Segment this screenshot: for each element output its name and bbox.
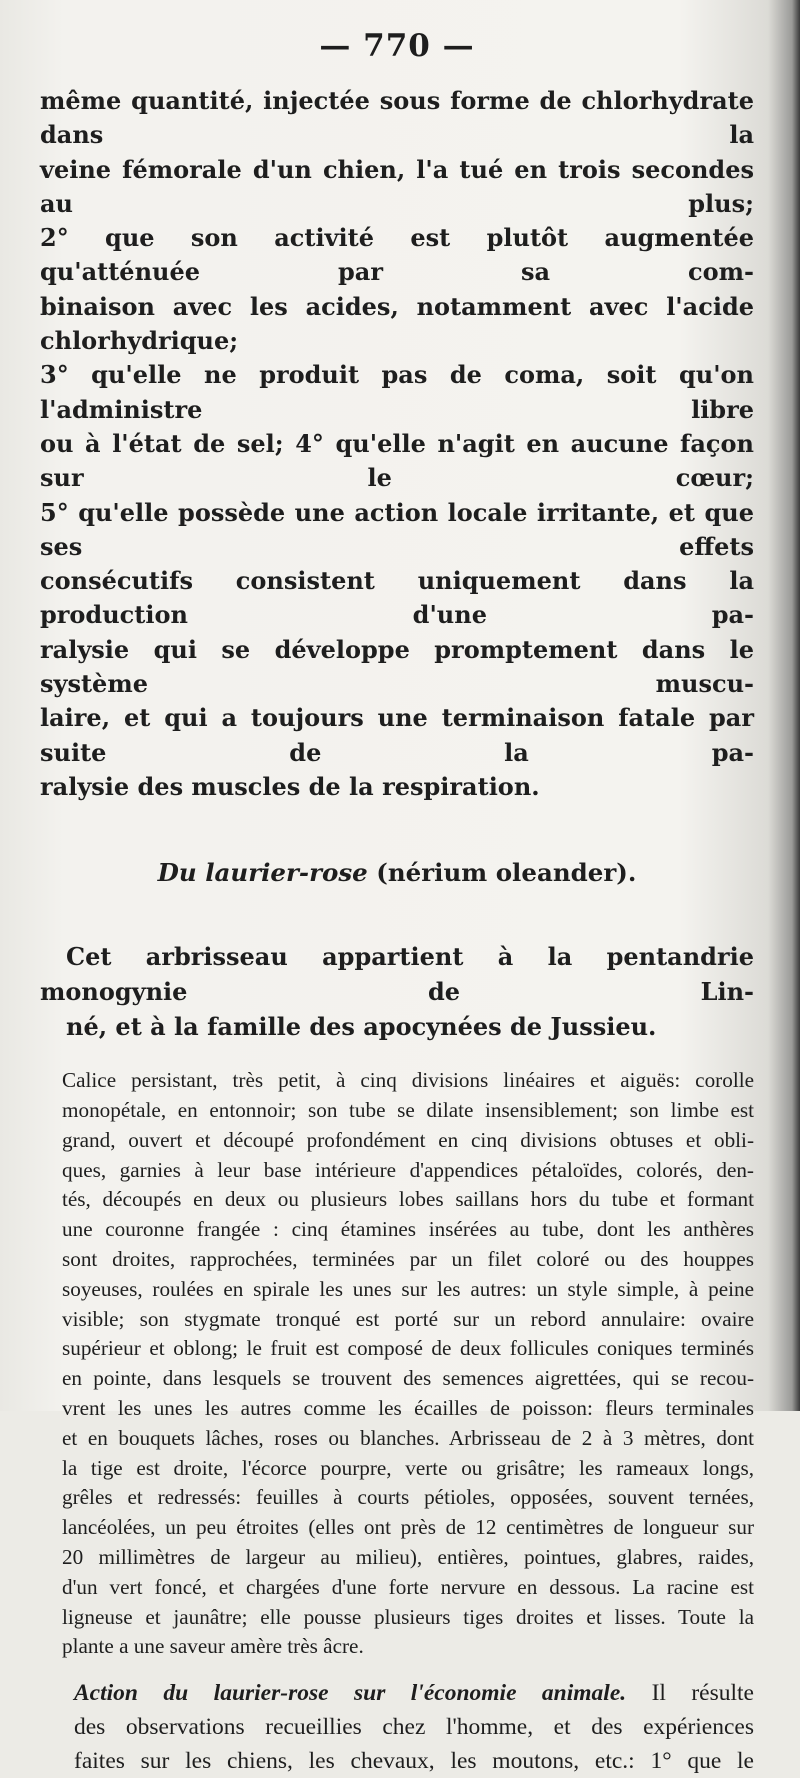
text-line: ques, garnies à leur base intérieure d'appendices pétaloïdes, colorés, den- bbox=[62, 1157, 754, 1182]
text-line: et en bouquets lâches, roses ou blanches. Arbrisseau de 2 à 3 mètres, dont bbox=[62, 1425, 754, 1450]
text-line: 5° qu'elle possède une action locale irritante, et que ses effets bbox=[40, 497, 754, 561]
text-line: lancéolées, un peu étroites (elles ont près de 12 centimètres de longueur sur bbox=[62, 1515, 754, 1540]
text-line: grêles et redressés: feuilles à courts pétioles, opposées, souvent ternées, bbox=[62, 1485, 754, 1510]
text-line bbox=[40, 1676, 754, 1710]
text-line: même quantité, injectée sous forme de chlorhydrate dans la bbox=[40, 86, 754, 150]
paragraph-intro bbox=[40, 939, 754, 1044]
page-number: — 770 — bbox=[319, 28, 475, 64]
text-line: plante a une saveur amère très âcre. bbox=[62, 1634, 364, 1659]
section-title-rest: (nérium oleander). bbox=[376, 858, 637, 888]
text-line: 20 millimètres de largeur au milieu), entières, pointues, glabres, raides, bbox=[62, 1544, 754, 1569]
text-line: Cet arbrisseau appartient à la pentandrie monogynie de Lin- bbox=[40, 942, 754, 1007]
text-line: Calice persistant, très petit, à cinq divisions linéaires et aiguës: corolle bbox=[62, 1068, 754, 1093]
text-line: consécutifs consistent uniquement dans la production d'une pa- bbox=[40, 566, 754, 630]
action-line-tail: Il résulte bbox=[626, 1680, 754, 1707]
section-title-italic: Du laurier-rose bbox=[157, 858, 368, 888]
text-line: ralysie des muscles de la respiration. bbox=[40, 771, 540, 801]
text-line: d'un vert foncé, et chargées d'une forte nervure en dessous. La racine est bbox=[62, 1574, 754, 1599]
text-line: laire, et qui a toujours une terminaison fatale par suite de la pa- bbox=[40, 703, 754, 767]
text-line: né, et à la famille des apocynées de Jussieu. bbox=[66, 1012, 657, 1042]
text-line: supérieur et oblong; le fruit est composé de deux follicules coniques terminés bbox=[62, 1336, 754, 1361]
text-line: soyeuses, roulées en spirale les unes sur les autres: un style simple, à peine bbox=[62, 1276, 754, 1301]
page-content bbox=[40, 28, 754, 1778]
text-line: faites sur les chiens, les chevaux, les moutons, etc.: 1° que le bbox=[74, 1748, 754, 1775]
text-line: grand, ouvert et découpé profondément en cinq divisions obtuses et obli- bbox=[62, 1127, 754, 1152]
text-line: veine fémorale d'un chien, l'a tué en trois secondes au plus; bbox=[40, 154, 754, 218]
text-line: binaison avec les acides, notamment avec l'acide chlorhydrique; bbox=[40, 291, 754, 356]
text-line: 3° qu'elle ne produit pas de coma, soit qu'on l'administre libre bbox=[40, 360, 754, 424]
text-line: ligneuse et jaunâtre; elle pousse plusieurs tiges droites et lisses. Toute la bbox=[62, 1604, 754, 1629]
paragraph-description bbox=[40, 1066, 754, 1662]
text-line: tés, découpés en deux ou plusieurs lobes saillans hors du tube et formant bbox=[62, 1187, 754, 1212]
text-line: monopétale, en entonnoir; son tube se dilate insensiblement; son limbe est bbox=[62, 1098, 754, 1123]
text-line: 2° que son activité est plutôt augmentée qu'atténuée par sa com- bbox=[40, 223, 754, 287]
text-line: en pointe, dans lesquels se trouvent des semences aigrettées, qui se recou- bbox=[62, 1366, 754, 1391]
text-line: sont droites, rapprochées, terminées par un filet coloré ou des houppes bbox=[62, 1247, 754, 1272]
text-line: une couronne frangée : cinq étamines insérées au tube, dont les anthères bbox=[62, 1217, 754, 1242]
text-line: visible; son stygmate tronqué est porté sur un rebord annulaire: ovaire bbox=[62, 1306, 754, 1331]
text-line: ou à l'état de sel; 4° qu'elle n'agit en aucune façon sur le cœur; bbox=[40, 428, 754, 493]
paragraph-action bbox=[40, 1676, 754, 1778]
text-line: des observations recueillies chez l'homme, et des expériences bbox=[74, 1714, 754, 1741]
text-line: ralysie qui se développe promptement dans le système muscu- bbox=[40, 634, 754, 699]
section-title bbox=[40, 858, 754, 887]
text-line: vrent les unes les autres comme les écailles de poisson: fleurs terminales bbox=[62, 1396, 754, 1420]
text-line: la tige est droite, l'écorce pourpre, verte ou grisâtre; les rameaux longs, bbox=[62, 1455, 754, 1480]
action-heading: Action du laurier-rose sur l'économie animale. bbox=[74, 1680, 627, 1707]
paragraph-continuation bbox=[40, 84, 754, 804]
